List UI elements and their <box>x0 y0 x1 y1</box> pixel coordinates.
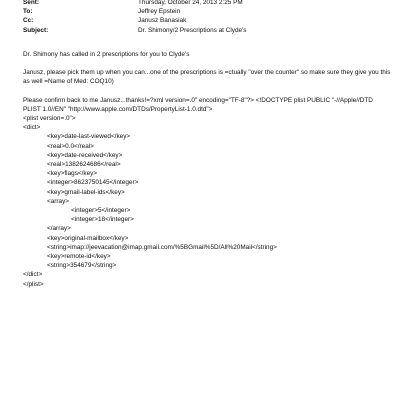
header-row-subject <box>23 26 392 35</box>
email-body <box>23 50 392 289</box>
plist-line: <array> <box>47 197 70 205</box>
plist-line: <key>flags</key> <box>47 170 98 178</box>
to-label: To: <box>23 8 33 16</box>
email-header <box>23 0 392 35</box>
header-row-sent <box>23 0 392 7</box>
header-row-to <box>23 7 392 16</box>
plist-line: <real>0.0</real> <box>47 142 94 150</box>
plist-line: </array> <box>47 225 71 233</box>
plist-line: <plist version=.0"> <box>23 115 76 123</box>
plist-line: <key>original-mailbox</key> <box>47 234 129 242</box>
subject-value: Dr. Shimony/2 Prescriptions at Clyde's <box>138 26 247 34</box>
plist-line: <key>date-last-viewed</key> <box>47 133 131 141</box>
body-paragraph-1: Dr. Shimony has called in 2 prescriptions for you to Clyde's <box>23 51 190 58</box>
to-value: Jeffrey Epstein <box>138 8 181 16</box>
plist-line: <string>imap://jeevacation@imap.gmail.com/%5BGmail%5D/All%20Mail</string> <box>47 243 277 251</box>
cc-value: Janusz Banasiak <box>138 17 187 25</box>
plist-line: </plist> <box>23 280 44 288</box>
plist-line: <string>354679</string> <box>47 262 117 270</box>
plist-line: <key>remote-id</key> <box>47 253 111 261</box>
cc-label: Cc: <box>23 17 34 25</box>
header-row-cc <box>23 16 392 25</box>
body-paragraph-3: Please confirm back to me Janusz...thanks!=?xml version=.0" encoding="TF-8"?> <!DOCTYPE plist PUBLIC "-//Apple//DTD PLIST 1.0//EN" "http://www.apple.com/DTDs/PropertyList-1.0.dtd"> <box>23 96 373 113</box>
plist-line: </dict> <box>23 271 43 279</box>
sent-label: Sent: <box>23 0 39 6</box>
plist-line: <dict> <box>23 124 41 132</box>
plist-line: <integer>8623750145</integer> <box>47 179 139 187</box>
body-paragraph-2: Janusz, please pick them up when you can...one of the prescriptions is =ctually "over the counter" so make sure they give you this as well =Name of Med: COQ10) <box>23 69 391 86</box>
plist-line: <key>gmail-label-ids</key> <box>47 188 125 196</box>
plist-line: <integer>5</integer> <box>71 207 131 215</box>
plist-line: <real>1382624686</real> <box>47 161 121 169</box>
plist-line: <integer>18</integer> <box>71 216 134 224</box>
subject-label: Subject: <box>23 26 49 34</box>
plist-block <box>23 114 392 289</box>
sent-value: Thursday, October 24, 2013 2:25 PM <box>138 0 243 6</box>
plist-line: <key>date-received</key> <box>47 151 123 159</box>
